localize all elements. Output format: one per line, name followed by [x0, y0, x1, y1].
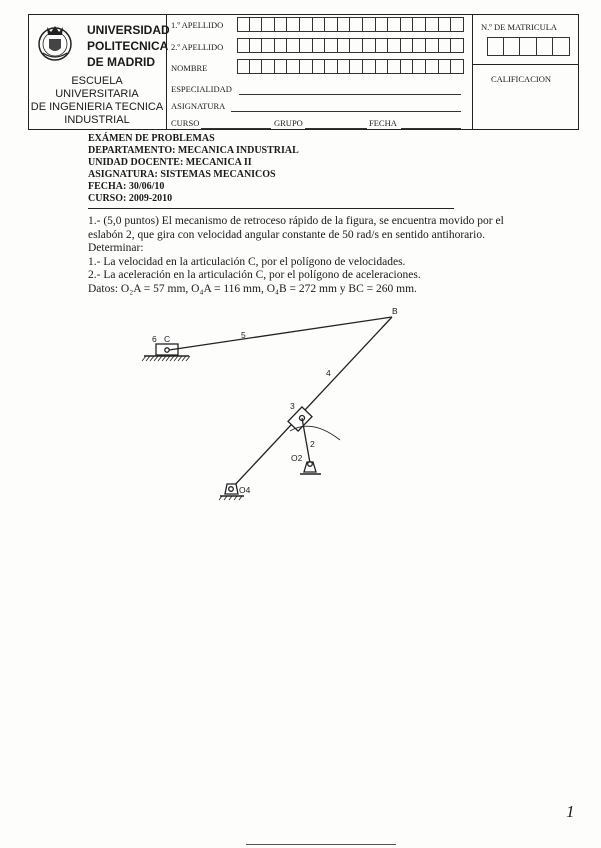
especialidad-label: ESPECIALIDAD [171, 84, 232, 94]
curso-label: CURSO [171, 118, 200, 128]
school-line-1: ESCUELA UNIVERSITARIA [55, 75, 139, 100]
pivot-o2-support [304, 462, 316, 472]
problem-line-6: Datos: O₂A = 57 mm, O₄A = 116 mm, O₄B = 272 mm y BC = 260 mm. [88, 282, 417, 295]
problem-line-3: Determinar: [88, 242, 144, 254]
label-b: B [392, 306, 398, 316]
problem-line-1: 1.- (5,0 puntos) El mecanismo de retroceso rápido de la figura, se encuentra movido por el [88, 215, 504, 227]
asignatura-label: ASIGNATURA [171, 101, 226, 111]
university-line-2: POLITECNICA [87, 39, 169, 53]
label-6: 6 [152, 334, 157, 344]
label-c: C [164, 334, 171, 344]
matricula-label: N.º DE MATRICULA [481, 22, 558, 32]
label-5: 5 [241, 330, 246, 340]
university-line-3: DE MADRID [87, 55, 155, 69]
nombre-label: NOMBRE [171, 63, 208, 73]
label-o2: O2 [291, 453, 303, 463]
apellido2-label: 2.º APELLIDO [171, 42, 224, 52]
exam-type: EXÁMEN DE PROBLEMAS [88, 133, 215, 144]
exam-date: FECHA: 30/06/10 [88, 181, 165, 192]
calificacion-label: CALIFICACION [491, 74, 551, 84]
link-5 [169, 317, 392, 350]
page-number: 1 [566, 802, 575, 821]
exam-unit: UNIDAD DOCENTE: MECANICA II [88, 157, 252, 168]
label-o4: O4 [239, 485, 251, 495]
fecha-label: FECHA [369, 118, 397, 128]
school-line-2: DE INGENIERIA TECNICA [30, 101, 164, 113]
exam-course: CURSO: 2009-2010 [88, 193, 173, 204]
exam-subject: ASIGNATURA: SISTEMAS MECANICOS [88, 169, 276, 180]
university-line-1: UNIVERSIDAD [87, 23, 170, 37]
exam-department: DEPARTAMENTO: MECANICA INDUSTRIAL [88, 145, 299, 156]
label-2: 2 [310, 439, 315, 449]
problem-line-4: 1.- La velocidad en la articulación C, por el polígono de velocidades. [88, 255, 406, 268]
apellido1-label: 1.º APELLIDO [171, 20, 224, 30]
pivot-o4-support [225, 484, 238, 494]
label-3: 3 [290, 401, 295, 411]
label-4: 4 [326, 368, 331, 378]
problem-line-5: 2.- La aceleración en la articulación C, por el polígono de aceleraciones. [88, 269, 421, 281]
link-2 [302, 418, 310, 463]
grupo-label: GRUPO [274, 118, 303, 128]
school-line-3: INDUSTRIAL [64, 114, 130, 126]
footer-line [246, 844, 396, 845]
problem-line-2: eslabón 2, que gira con velocidad angular constante de 50 rad/s en sentido antihorario. [88, 228, 485, 241]
